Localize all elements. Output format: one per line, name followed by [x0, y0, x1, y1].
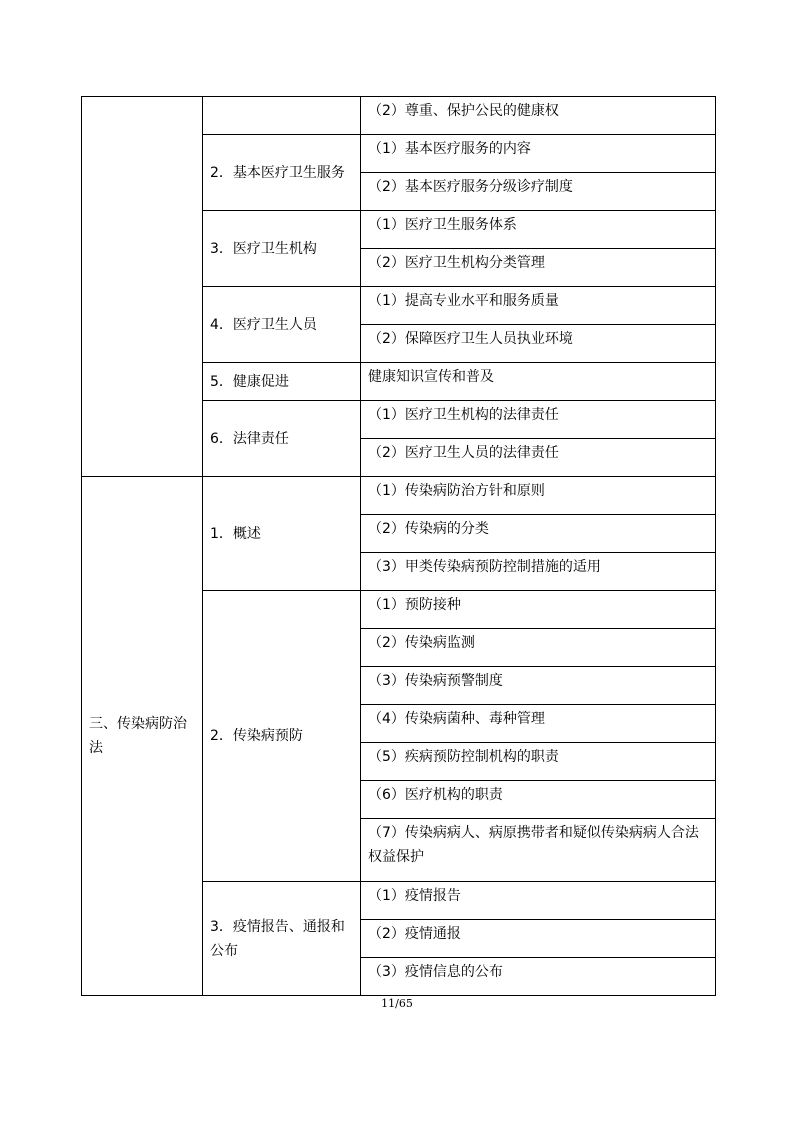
item-cell: （1）医疗卫生机构的法律责任 — [361, 401, 716, 439]
topic-cell: 2．基本医疗卫生服务 — [203, 135, 361, 211]
item-cell: （2）传染病监测 — [361, 629, 716, 667]
item-cell: （3）甲类传染病预防控制措施的适用 — [361, 553, 716, 591]
item-cell: （1）传染病防治方针和原则 — [361, 477, 716, 515]
item-cell: （2）保障医疗卫生人员执业环境 — [361, 325, 716, 363]
page-number: 11/65 — [381, 997, 413, 1010]
item-cell: （1）预防接种 — [361, 591, 716, 629]
law-cell: 三、传染病防治法 — [82, 477, 203, 996]
item-cell: 健康知识宣传和普及 — [361, 363, 716, 401]
item-cell: （1）医疗卫生服务体系 — [361, 211, 716, 249]
item-cell: （2）基本医疗服务分级诊疗制度 — [361, 173, 716, 211]
item-cell: （1）基本医疗服务的内容 — [361, 135, 716, 173]
topic-cell: 1．概述 — [203, 477, 361, 591]
item-cell: （3）疫情信息的公布 — [361, 958, 716, 996]
topic-cell: 2．传染病预防 — [203, 591, 361, 882]
item-cell: （2）医疗卫生人员的法律责任 — [361, 439, 716, 477]
item-cell: （2）医疗卫生机构分类管理 — [361, 249, 716, 287]
topic-cell: 4．医疗卫生人员 — [203, 287, 361, 363]
item-cell: （6）医疗机构的职责 — [361, 781, 716, 819]
item-cell: （4）传染病菌种、毒种管理 — [361, 705, 716, 743]
topic-cell: 3．医疗卫生机构 — [203, 211, 361, 287]
topic-cell-continued — [203, 97, 361, 135]
topic-cell: 6．法律责任 — [203, 401, 361, 477]
item-cell: （3）传染病预警制度 — [361, 667, 716, 705]
item-cell: （1）疫情报告 — [361, 882, 716, 920]
topic-cell: 5．健康促进 — [203, 363, 361, 401]
item-cell: （1）提高专业水平和服务质量 — [361, 287, 716, 325]
law-cell-continued — [82, 97, 203, 477]
item-cell: （7）传染病病人、病原携带者和疑似传染病病人合法权益保护 — [361, 819, 716, 882]
item-cell: （2）传染病的分类 — [361, 515, 716, 553]
item-cell: （2）疫情通报 — [361, 920, 716, 958]
item-cell: （5）疾病预防控制机构的职责 — [361, 743, 716, 781]
outline-table — [81, 96, 716, 996]
item-cell: （2）尊重、保护公民的健康权 — [361, 97, 716, 135]
topic-cell: 3．疫情报告、通报和公布 — [203, 882, 361, 996]
